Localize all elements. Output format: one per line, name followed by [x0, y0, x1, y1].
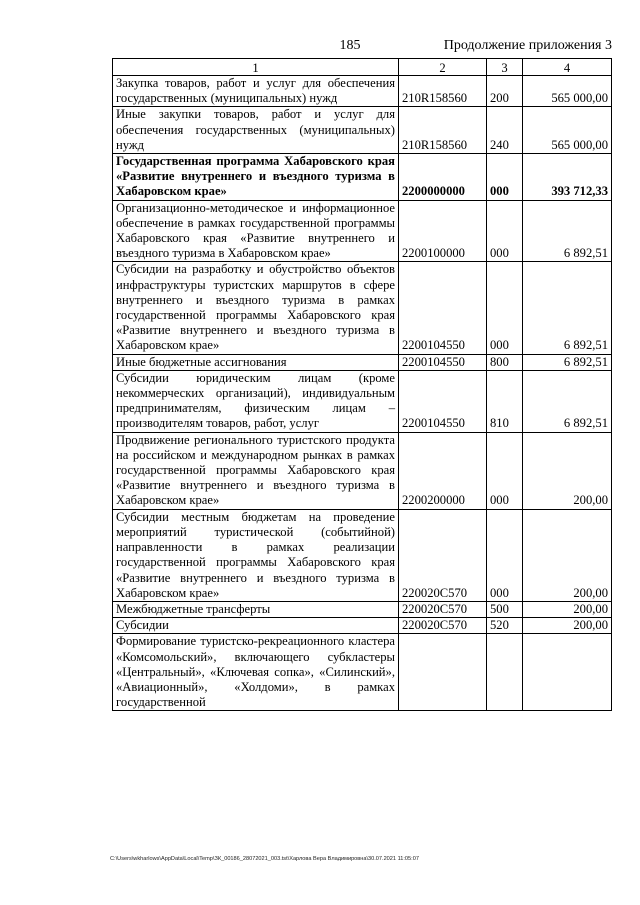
table-row [113, 76, 612, 107]
row-code-cell: 2200200000 [399, 432, 487, 509]
row-amount-cell: 6 892,51 [523, 354, 612, 370]
row-group-cell: 810 [487, 370, 523, 432]
table-row [113, 618, 612, 634]
column-header: 2 [399, 59, 487, 76]
row-code-cell: 220020С570 [399, 618, 487, 634]
row-code-cell [399, 634, 487, 711]
row-amount-cell: 200,00 [523, 601, 612, 617]
column-header: 4 [523, 59, 612, 76]
row-name-cell: Иные закупки товаров, работ и услуг для обеспечения государственных (муниципальных) нужд [113, 107, 399, 154]
table-body [113, 76, 612, 711]
row-group-cell: 520 [487, 618, 523, 634]
file-path-footer: C:\Users\wkharlows\AppData\Local\Temp\ЗК_00186_28072021_003.tst\Харлова Вера Владимировна\30.07.2021 11:05:07 [110, 856, 419, 862]
row-group-cell [487, 634, 523, 711]
row-group-cell: 800 [487, 354, 523, 370]
row-amount-cell [523, 634, 612, 711]
row-code-cell: 220020С570 [399, 509, 487, 601]
table-row [113, 154, 612, 201]
table-row [113, 107, 612, 154]
table-row [113, 601, 612, 617]
row-code-cell: 2200104550 [399, 370, 487, 432]
row-name-cell: Формирование туристско-рекреационного кластера «Комсомольский», включающего субкластеры «Центральный», «Ключевая сопка», «Силинский», «Авиационный», «Холдоми», в рамках государственной [113, 634, 399, 711]
row-code-cell: 2200104550 [399, 262, 487, 354]
row-name-cell: Государственная программа Хабаровского края «Развитие внутреннего и въездного туризма в Хабаровском крае» [113, 154, 399, 201]
row-name-cell: Организационно-методическое и информационное обеспечение в рамках государственной программы Хабаровского края «Развитие внутреннего и въездного туризма в Хабаровском крае» [113, 200, 399, 262]
table-header-row [113, 59, 612, 76]
row-amount-cell: 200,00 [523, 618, 612, 634]
budget-table [112, 58, 612, 711]
row-amount-cell: 565 000,00 [523, 107, 612, 154]
row-group-cell: 000 [487, 432, 523, 509]
page-number: 185 [339, 38, 361, 53]
appendix-continuation-note: Продолжение приложения 3 [443, 38, 612, 53]
row-code-cell: 2200104550 [399, 354, 487, 370]
row-code-cell: 210R158560 [399, 76, 487, 107]
row-code-cell: 210R158560 [399, 107, 487, 154]
row-name-cell: Субсидии на разработку и обустройство объектов инфраструктуры туристских маршрутов в сфере внутреннего и въездного туризма в рамках государственной программы Хабаровского края «Развитие внутреннего и въездного туризма в Хабаровском крае» [113, 262, 399, 354]
row-group-cell: 500 [487, 601, 523, 617]
table-row [113, 370, 612, 432]
row-amount-cell: 6 892,51 [523, 262, 612, 354]
row-name-cell: Продвижение регионального туристского продукта на российском и международном рынках в рамках государственной программы Хабаровского края «Развитие внутреннего и въездного туризма в Хабаровском крае» [113, 432, 399, 509]
row-name-cell: Межбюджетные трансферты [113, 601, 399, 617]
column-header: 1 [113, 59, 399, 76]
row-amount-cell: 200,00 [523, 509, 612, 601]
row-amount-cell: 200,00 [523, 432, 612, 509]
table-row [113, 354, 612, 370]
row-group-cell: 000 [487, 262, 523, 354]
row-name-cell: Субсидии [113, 618, 399, 634]
row-amount-cell: 565 000,00 [523, 76, 612, 107]
row-code-cell: 2200100000 [399, 200, 487, 262]
row-code-cell: 2200000000 [399, 154, 487, 201]
row-group-cell: 000 [487, 154, 523, 201]
row-group-cell: 000 [487, 509, 523, 601]
row-name-cell: Закупка товаров, работ и услуг для обеспечения государственных (муниципальных) нужд [113, 76, 399, 107]
table-row [113, 200, 612, 262]
row-name-cell: Субсидии местным бюджетам на проведение мероприятий туристической (событийной) направленности в рамках реализации государственной программы Хабаровского края «Развитие внутреннего и въездного туризма в Хабаровском крае» [113, 509, 399, 601]
row-amount-cell: 393 712,33 [523, 154, 612, 201]
row-group-cell: 000 [487, 200, 523, 262]
row-code-cell: 220020С570 [399, 601, 487, 617]
row-amount-cell: 6 892,51 [523, 200, 612, 262]
table-row [113, 509, 612, 601]
row-group-cell: 200 [487, 76, 523, 107]
table-row [113, 634, 612, 711]
row-name-cell: Субсидии юридическим лицам (кроме некоммерческих организаций), индивидуальным предпринимателям, физическим лицам – производителям товаров, работ, услуг [113, 370, 399, 432]
column-header: 3 [487, 59, 523, 76]
row-amount-cell: 6 892,51 [523, 370, 612, 432]
table-row [113, 262, 612, 354]
row-name-cell: Иные бюджетные ассигнования [113, 354, 399, 370]
row-group-cell: 240 [487, 107, 523, 154]
table-row [113, 432, 612, 509]
